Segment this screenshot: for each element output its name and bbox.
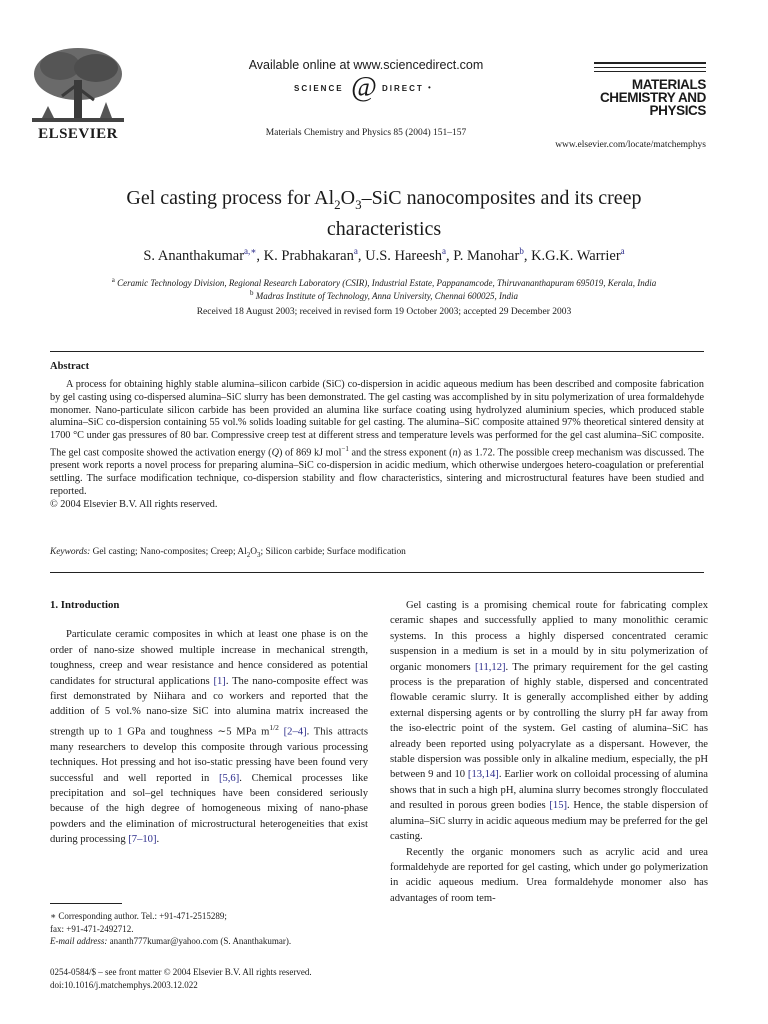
author-affiliation-mark[interactable]: a xyxy=(442,246,447,256)
footnote-email-line xyxy=(50,935,368,948)
abstract-body xyxy=(50,379,704,511)
keywords-text: Gel casting; Nano-composites; Creep; Al xyxy=(90,547,247,557)
citation-link[interactable]: [5,6] xyxy=(218,772,240,784)
keywords-subscript: 3 xyxy=(257,550,261,559)
abstract-exponent: −1 xyxy=(341,444,349,453)
footnote-rule xyxy=(50,903,122,904)
title-text: –SiC nanocomposites and its creep xyxy=(361,187,642,209)
affiliation-b xyxy=(40,289,728,301)
author-affiliation-mark[interactable]: a,∗ xyxy=(244,246,257,256)
body-text: . Earlier work on colloidal processing of alumina shows that in such a high pH, alumina slurry becomes strongly flocculated and resulted in porous green bodies xyxy=(390,769,708,812)
affiliation-text: Madras Institute of Technology, Anna University, Chennai 600025, India xyxy=(255,291,518,301)
footnote-fax: fax: +91-471-2492712. xyxy=(50,923,134,934)
body-text: . xyxy=(156,834,160,846)
keywords-label: Keywords: xyxy=(50,547,91,557)
author-name: U.S. Hareesh xyxy=(365,247,443,264)
title-text: characteristics xyxy=(326,218,442,240)
author-name: K.G.K. Warrier xyxy=(531,247,621,264)
body-column-left xyxy=(50,598,368,848)
author-affiliation-mark[interactable]: a xyxy=(353,246,358,256)
title-text: Gel casting process for Al xyxy=(126,187,335,209)
publisher-name: ELSEVIER xyxy=(38,126,118,142)
divider xyxy=(50,572,704,573)
body-text: . Chemical processes like precipitation and sol–gel techniques have been considered seriously because of the high degree of homogeneous mixing of nano-phase powders and the elimination of microstructural heterogeneities that exist during processing xyxy=(50,772,368,846)
article-title xyxy=(70,186,698,242)
section-heading: 1. Introduction xyxy=(50,599,120,611)
body-text: . Hence, the stable dispersion of alumina–SiC slurry in acidic aqueous medium may be preferred for the gel casting. xyxy=(390,800,708,843)
journal-reference: Materials Chemistry and Physics 85 (2004) 151–157 xyxy=(265,128,467,138)
email-link[interactable]: ananth777kumar@yahoo.com (S. Ananthakumar). xyxy=(107,936,292,946)
journal-logo-title xyxy=(594,78,706,117)
sciencedirect-logo xyxy=(258,74,478,104)
citation-link[interactable]: [11,12] xyxy=(475,661,506,673)
received-dates: Received 18 August 2003; received in revised form 19 October 2003; accepted 29 December 2003 xyxy=(196,307,572,317)
sciencedirect-d-icon: @ xyxy=(351,72,377,103)
issn-line: 0254-0584/$ – see front matter © 2004 Elsevier B.V. All rights reserved. xyxy=(50,967,312,977)
title-text: O xyxy=(340,187,356,209)
citation-link[interactable]: [7–10] xyxy=(128,834,157,846)
sciencedirect-right-word: DIRECT xyxy=(382,84,424,93)
journal-logo-line: CHEMISTRY AND xyxy=(599,90,706,105)
body-paragraph: Recently the organic monomers such as acrylic acid and urea formaldehyde are reported for gel casting, which under go polymerization in acidic aqueous medium. Urea formaldehyde monomer also has advantages of room tem- xyxy=(390,846,708,904)
abstract-symbol: Q xyxy=(271,447,279,459)
footnote-phone: ∗ Corresponding author. Tel.: +91-471-2515289; xyxy=(50,911,227,921)
available-online-text: Available online at www.sciencedirect.com xyxy=(248,58,484,72)
sciencedirect-left-word: SCIENCE xyxy=(294,84,344,93)
affiliation-mark: b xyxy=(250,289,254,297)
front-matter xyxy=(50,966,380,991)
citation-link[interactable]: [2–4] xyxy=(283,726,307,738)
abstract-text: ) of 869 kJ mol xyxy=(278,447,342,459)
corresponding-author-footnote xyxy=(50,910,368,948)
keywords-subscript: 2 xyxy=(246,550,251,559)
author-affiliation-mark[interactable]: b xyxy=(519,246,524,256)
citation-link[interactable]: [13,14] xyxy=(467,769,499,781)
author-name: K. Prabhakaran xyxy=(263,247,354,264)
abstract-copyright: © 2004 Elsevier B.V. All rights reserved. xyxy=(50,498,218,510)
sciencedirect-dot-icon: • xyxy=(428,83,431,92)
author-list: S. Ananthakumar$^{a,∗}$, K. Prabhakaran$^a$, U.S. Hareesh$^a$, P. Manohar$^b$, K.G.K. Warrier$^a$ xyxy=(143,246,625,264)
author-name: P. Manohar xyxy=(453,247,520,264)
body-text: . This attracts many researchers to develop this composite through various processing techniques. Hot pressing and hot iso-static pressing have been found very successful and well reported in xyxy=(50,726,368,784)
body-paragraph xyxy=(390,598,708,845)
abstract-heading: Abstract xyxy=(50,361,90,372)
journal-logo-line: MATERIALS xyxy=(631,77,706,92)
keywords-text: ; Silicon carbide; Surface modification xyxy=(260,547,406,557)
journal-logo-rules xyxy=(594,60,706,74)
email-label: E-mail address: xyxy=(50,936,108,946)
title-subscript: 3 xyxy=(355,197,362,212)
affiliation-text: Ceramic Technology Division, Regional Research Laboratory (CSIR), Industrial Estate, Pappanamcode, Thiruvananthapuram 695019, Kerala, India xyxy=(117,278,657,288)
body-text: Particulate ceramic composites in which at least one phase is on the order of nano-size showed multiple increase in mechanical strength, toughness, creep and wear resistance and hence considered as potential candidates for structural applications xyxy=(50,629,368,687)
divider xyxy=(50,351,704,352)
abstract-text: and the stress exponent ( xyxy=(348,447,453,459)
author-affiliation-mark[interactable]: a xyxy=(620,246,625,256)
body-text: Gel casting is a promising chemical route for fabricating complex ceramic shapes and successfully applied to many monolithic ceramic systems. In this process a highly dispersed concentrated ceramic suspension in a medium is set in a mould by in situ polymerization of organic monomers xyxy=(390,600,708,673)
keywords xyxy=(50,547,704,559)
body-column-right xyxy=(390,598,708,906)
author-name: S. Ananthakumar xyxy=(143,247,245,264)
abstract-text: A process for obtaining highly stable alumina–silicon carbide (SiC) co-dispersion in acidic aqueous medium has been described and composite fabrication by gel casting using co-dispersed alumina–SiC slurry has been demonstrated. The gel casting was accomplished by in situ polymerization of urea formaldehyde monomer. Nano-particulate silicon carbide has been provided an alumina like surface coating using hydrolyzed aluminium species, which produced stable alumina–SiC co-dispersion containing 55 vol.% solids loading suitable for gel casting. The alumina–SiC composite attained 97% theoretical sintered density at 1700 °C under gas pressures of 80 bar. Compressive creep test at different stress and temperature levels was performed for the gel cast alumina–SiC composite. The gel cast composite showed the activation energy ( xyxy=(50,379,704,459)
citation-link[interactable]: [15] xyxy=(549,800,568,812)
body-paragraph xyxy=(50,627,368,847)
title-subscript: 2 xyxy=(334,197,341,212)
citation-link[interactable]: [1] xyxy=(213,675,226,687)
body-text: . The primary requirement for the gel casting process is the preparation of highly stable, dispersed and concentrated flowable ceramic slurry. It is generally accomplished either by adding external dispersing agents or by controlling the slurry pH far away from the iso-electric point of the system. Gel casting of alumina–SiC has already been reported using polyacrylate as a dispersant. However, the stable dispersion was possible only in alkaline medium, especially, the pH between 9 and 10 xyxy=(390,661,708,781)
doi-link[interactable]: doi:10.1016/j.matchemphys.2003.12.022 xyxy=(50,979,198,990)
body-exponent: 1/2 xyxy=(269,722,279,732)
journal-logo-line: PHYSICS xyxy=(649,103,706,118)
abstract-text: ) as 1.72. The possible creep mechanism was discussed. The present work reports a novel process for preparing alumina–SiC co-dispersion in acidic medium, which otherwise undergoes hetero-coagulation or preferential settling. The surface modification technique, co-dispersion stability and flow characteristics, sintering and microstructural features have been studied and reported. xyxy=(50,447,704,497)
body-text: . The nano-composite effect was first demonstrated by Niihara and co workers and reported that the addition of 5 vol.% nano-size SiC into alumina matrix increased the strength up to 1 GPa and toughness ∼5 MPa m xyxy=(50,675,368,738)
affiliation-a xyxy=(40,276,728,288)
affiliation-mark: a xyxy=(111,276,115,284)
abstract-paragraph xyxy=(50,379,704,499)
journal-url-link[interactable]: www.elsevier.com/locate/matchemphys xyxy=(555,140,706,150)
abstract-symbol: n xyxy=(452,447,458,459)
keywords-text: O xyxy=(250,547,258,557)
